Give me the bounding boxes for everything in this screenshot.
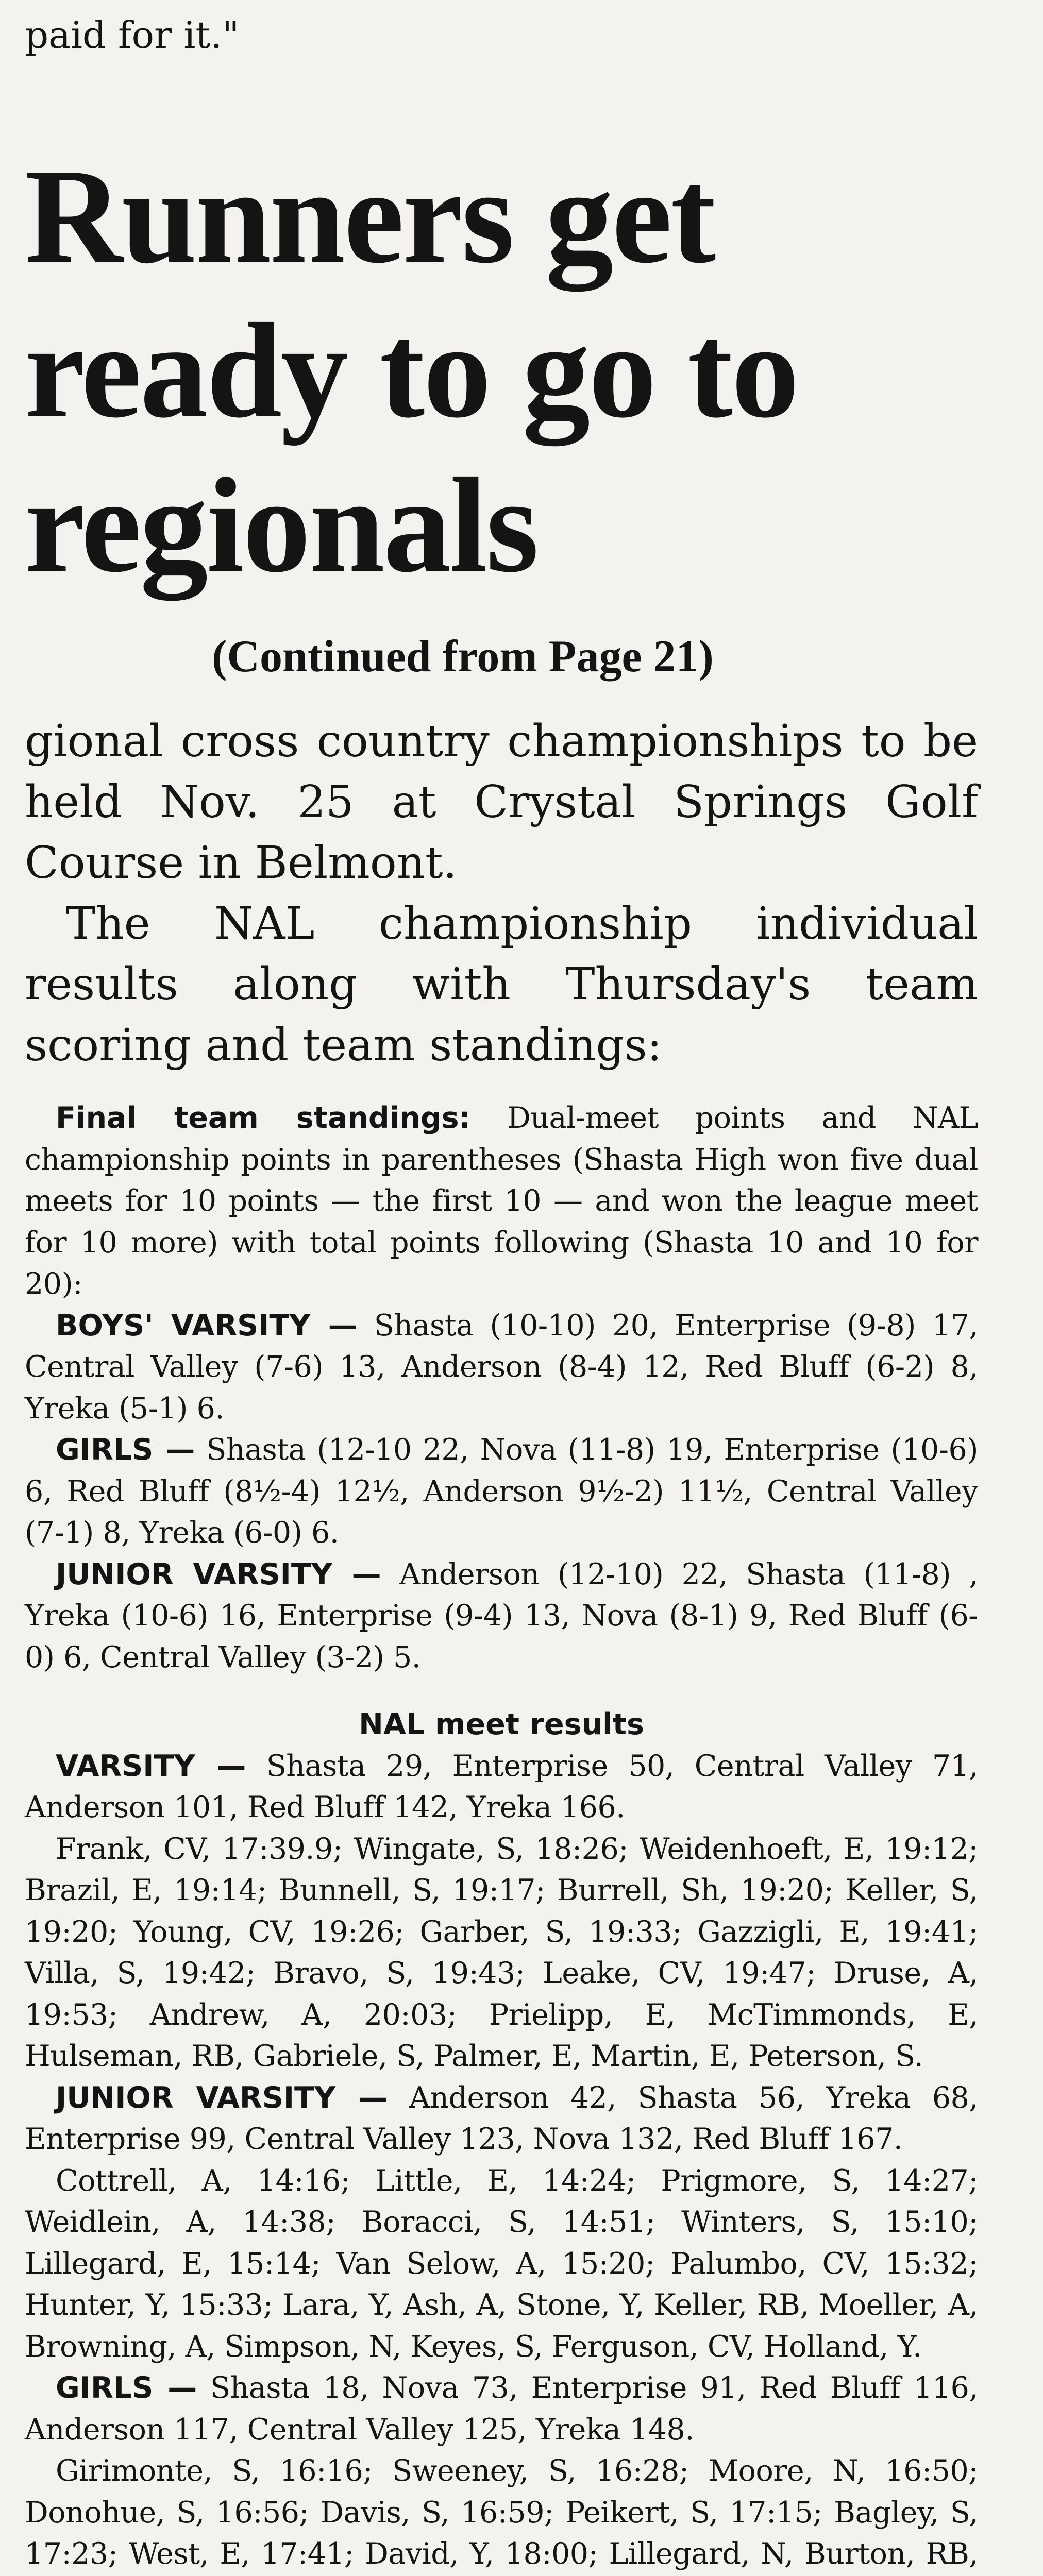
results-body — [25, 1097, 978, 2576]
previous-article-tail: paid for it." — [25, 13, 240, 57]
headline: Runners get ready to go to regionals — [25, 141, 798, 601]
standings-jv-label: JUNIOR VARSITY — — [56, 1557, 381, 1591]
continued-from-note: (Continued from Page 21) — [212, 632, 714, 682]
standings-girls-label: GIRLS — — [56, 1433, 195, 1467]
meet-varsity-teams — [25, 1745, 978, 1828]
lead-paragraphs — [25, 711, 978, 1076]
meet-jv-teams — [25, 2077, 978, 2160]
meet-girls-team-scores: Shasta 18, Nova 73, Enterprise 91, Red Bluff 116, Anderson 117, Central Valley 125, Yreka 148. — [25, 2371, 978, 2447]
standings-girls — [25, 1429, 978, 1554]
standings-boys-text: Shasta (10-10) 20, Enterprise (9-8) 17, Central Valley (7-6) 13, Anderson (8-4) 12, Red Bluff (6-2) 8, Yreka (5-1) 6. — [25, 1308, 978, 1426]
meet-jv-label: JUNIOR VARSITY — — [56, 2080, 388, 2115]
final-standings-label: Final team standings: — [56, 1101, 471, 1135]
meet-varsity-label: VARSITY — — [56, 1749, 246, 1783]
standings-boys-label: BOYS' VARSITY — — [56, 1308, 358, 1343]
standings-junior-varsity — [25, 1554, 978, 1679]
standings-jv-text: Anderson (12-10) 22, Shasta (11-8) , Yreka (10-6) 16, Enterprise (9-4) 13, Nova (8-1) 9, Red Bluff (6-0) 6, Central Valley (3-2) 5. — [25, 1557, 978, 1674]
lead-paragraph-2: The NAL championship individual results along with Thursday's team scoring and team standings: — [25, 898, 978, 1071]
final-standings-text: Dual-meet points and NAL championship points in parentheses (Shasta High won five dual meets for 10 points — the first 10 — and won the league meet for 10 more) with total points following (Shasta 10 and 10 for 20): — [25, 1101, 978, 1301]
meet-varsity-team-scores: Shasta 29, Enterprise 50, Central Valley 71, Anderson 101, Red Bluff 142, Yreka 166. — [25, 1749, 978, 1824]
meet-girls-teams — [25, 2367, 978, 2450]
final-standings-intro — [25, 1097, 978, 1305]
meet-girls-individuals: Girimonte, S, 16:16; Sweeney, S, 16:28; Moore, N, 16:50; Donohue, S, 16:56; Davis, S, 16:59; Peikert, S, 17:15; Bagley, S, 17:23; West, E, 17:41; David, Y, 18:00; Lillegard, N, Burton, RB, — [25, 2454, 978, 2571]
meet-girls-label: GIRLS — — [56, 2371, 197, 2405]
meet-jv-individuals: Cottrell, A, 14:16; Little, E, 14:24; Prigmore, S, 14:27; Weidlein, A, 14:38; Boracci, S, 14:51; Winters, S, 15:10; Lillegard, E, 15:14; Van Selow, A, 15:20; Palumbo, CV, 15:32; Hunter, Y, 15:33; Lara, Y, Ash, A, Stone, Y, Keller, RB, Moeller, A, Browning, A, Simpson, N, Keyes, S, Ferguson, CV, Holland, Y. — [25, 2163, 978, 2364]
standings-girls-text: Shasta (12-10 22, Nova (11-8) 19, Enterprise (10-6) 6, Red Bluff (8½-4) 12½, Anderson 9½-2) 11½, Central Valley (7-1) 8, Yreka (6-0) 6. — [25, 1433, 978, 1550]
meet-jv-team-scores: Anderson 42, Shasta 56, Yreka 68, Enterprise 99, Central Valley 123, Nova 132, Red Bluff 167. — [25, 2080, 979, 2156]
meet-results-heading: NAL meet results — [359, 1707, 644, 1741]
meet-varsity-individuals: Frank, CV, 17:39.9; Wingate, S, 18:26; Weidenhoeft, E, 19:12; Brazil, E, 19:14; Bunnell, S, 19:17; Burrell, Sh, 19:20; Keller, S, 19:20; Young, CV, 19:26; Garber, S, 19:33; Gazzigli, E, 19:41; Villa, S, 19:42; Bravo, S, 19:43; Leake, CV, 19:47; Druse, A, 19:53; Andrew, A, 20:03; Prielipp, E, McTimmonds, E, Hulseman, RB, Gabriele, S, Palmer, E, Martin, E, Peterson, S. — [25, 1832, 978, 2073]
lead-paragraph-1: gional cross country championships to be held Nov. 25 at Crystal Springs Golf Course in Belmont. — [25, 716, 978, 889]
standings-boys-varsity — [25, 1305, 978, 1430]
